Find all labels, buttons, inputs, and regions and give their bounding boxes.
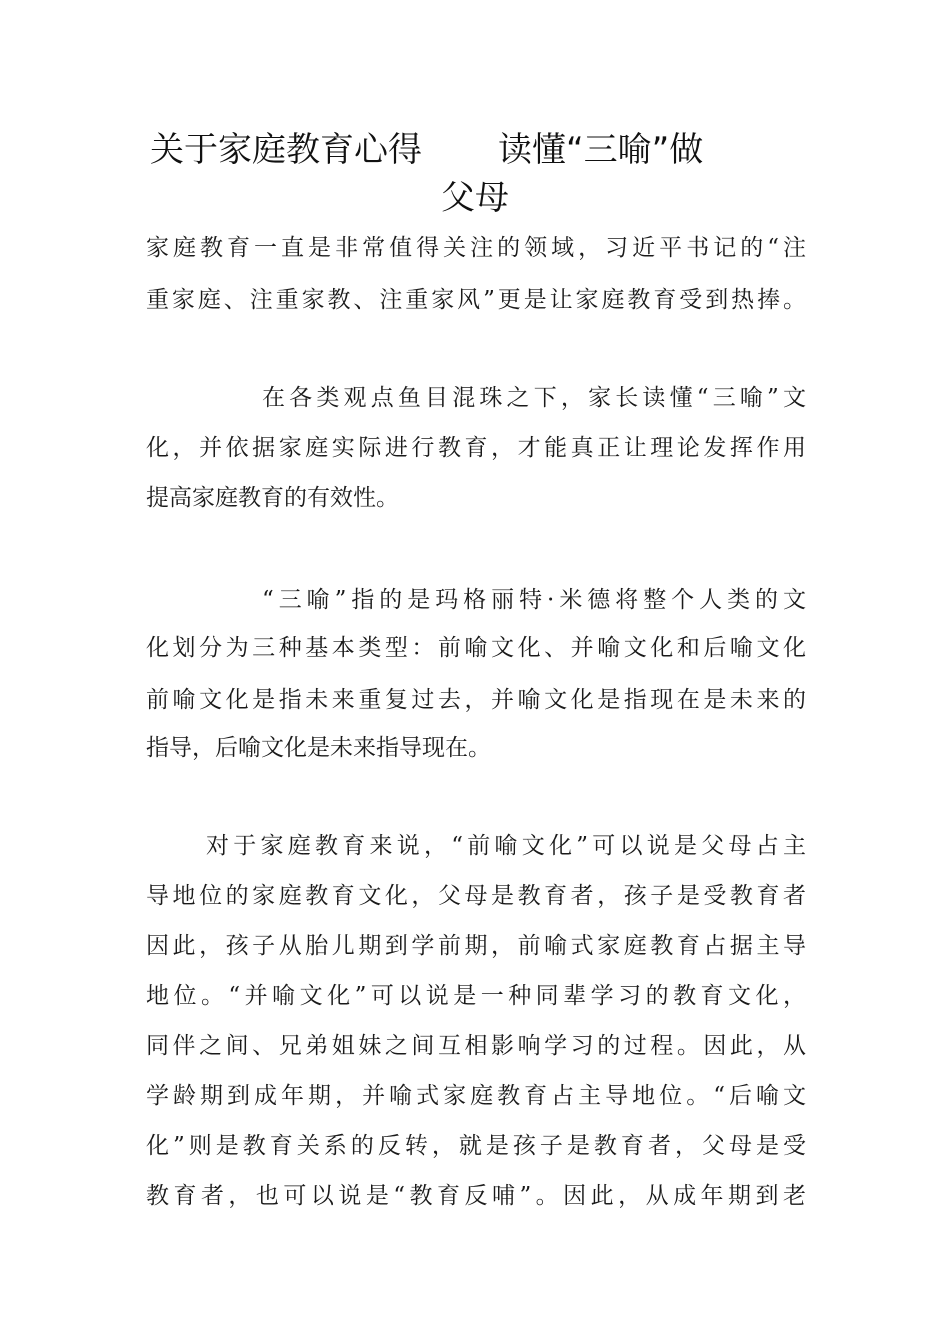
body-line: 在各类观点鱼目混珠之下，家长读懂“三喻”文 (262, 385, 806, 411)
body-line: 学龄期到成年期，并喻式家庭教育占主导地位。“后喻文 (146, 1083, 806, 1109)
body-line: 化，并依据家庭实际进行教育，才能真正让理论发挥作用 (146, 435, 806, 461)
body-line: 提高家庭教育的有效性。 (146, 485, 399, 511)
body-line: 同伴之间、兄弟姐妹之间互相影响学习的过程。因此，从 (146, 1033, 806, 1059)
document-title-line-1 (140, 126, 820, 174)
body-line: 家庭教育一直是非常值得关注的领域，习近平书记的“注 (146, 235, 806, 261)
body-line: 化划分为三种基本类型：前喻文化、并喻文化和后喻文化 (146, 635, 806, 661)
body-line: 导地位的家庭教育文化，父母是教育者，孩子是受教育者 (146, 883, 806, 909)
body-line: 地位。“并喻文化”可以说是一种同辈学习的教育文化， (146, 983, 806, 1009)
title-part-1: 关于家庭教育心得 (150, 130, 422, 170)
document-title-line-2: 父母 (441, 178, 509, 218)
body-line: 教育者，也可以说是“教育反哺”。因此，从成年期到老 (146, 1183, 806, 1209)
body-line: 指导，后喻文化是未来指导现在。 (146, 735, 491, 761)
body-line: 前喻文化是指未来重复过去，并喻文化是指现在是未来的 (146, 687, 806, 713)
body-line: 重家庭、注重家教、注重家风”更是让家庭教育受到热捧。 (146, 287, 806, 313)
body-line: 对于家庭教育来说，“前喻文化”可以说是父母占主 (206, 833, 806, 859)
body-line: 因此，孩子从胎儿期到学前期，前喻式家庭教育占据主导 (146, 933, 806, 959)
body-line: “三喻”指的是玛格丽特·米德将整个人类的文 (262, 587, 806, 613)
body-line: 化”则是教育关系的反转，就是孩子是教育者，父母是受 (146, 1133, 806, 1159)
title-part-2: 读懂“三喻”做 (498, 130, 704, 170)
